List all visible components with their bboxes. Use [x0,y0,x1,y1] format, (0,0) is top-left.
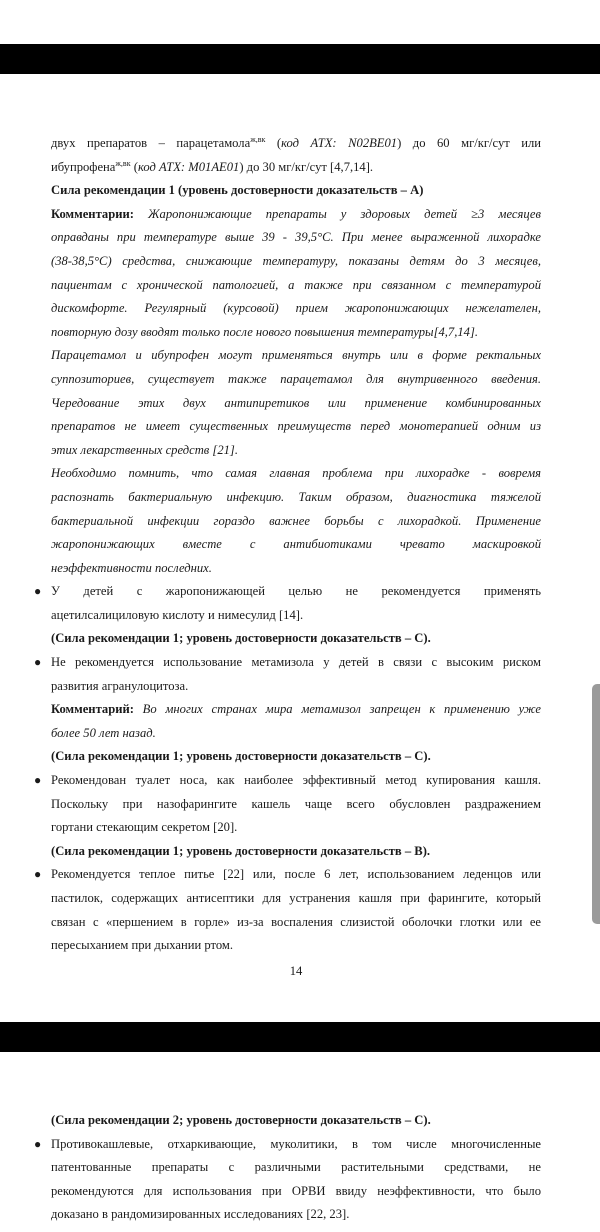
text-line: Рекомендуется теплое питье [22] или, после 6 лет, использованием леденцов или [51,867,541,882]
bullet-dot: ● [34,773,42,788]
text-line: Рекомендован туалет носа, как наиболее эффективный метод купирования кашля. [51,773,541,788]
recommendation-strength-5: (Сила рекомендации 2; уровень достоверности доказательств – С). [51,1113,431,1127]
text-fragment: ( [265,136,282,150]
text-line: повторную дозу вводят только после нового повышения температуры[4,7,14]. [51,324,479,339]
text-line: бактериальной инфекции гораздо важнее борьбы с лихорадкой. Применение [51,513,541,528]
text-line: Поскольку при назофарингите кашель чаще всего обусловлен раздражением [51,796,541,811]
document-page-15 [34,1109,541,1227]
page-separator [0,1022,600,1052]
text-line: гортани стекающим секретом [20]. [51,820,238,835]
comment-text: Во многих странах мира метамизол запрещен к применению уже [133,702,541,717]
text-line: связан с «першением в горле» из-за воспаления слизистой оболочки глотки или ее [51,914,541,929]
page-separator-top [0,44,600,74]
text-line: У детей с жаропонижающей целью не рекомендуется применять [51,584,541,599]
text-line: Парацетамол и ибупрофен могут применяться внутрь или в форме ректальных [51,348,541,363]
comment-label: Комментарий: [51,702,134,717]
intro-paragraph [51,132,541,179]
bacterial-infection-paragraph [51,462,541,580]
bullet-text [51,769,541,840]
bullet-item-metamizole [34,651,541,698]
text-line: этих лекарственных средств [21]. [51,442,238,457]
bullet-dot: ● [34,1136,42,1151]
scrollbar-handle[interactable] [592,684,600,924]
top-margin [0,0,600,44]
text-line: доказано в рандомизированных исследованиях [22, 23]. [51,1207,350,1222]
superscript: ж,вк [250,135,266,144]
text-line: развития агранулоцитоза. [51,678,189,693]
text-line: пациентам с хронической патологией, а также при связанном с температурой [51,277,541,292]
text-fragment: ибупрофена [51,159,116,174]
superscript: ж,вк [115,158,131,168]
comment-paragraph-1 [51,203,541,345]
text-line: Чередование этих двух антипиретиков или применение комбинированных [51,395,541,410]
comment-paragraph-2 [51,698,541,745]
recommendation-strength-1: Сила рекомендации 1 (уровень достоверности доказательств – А) [51,183,424,198]
text-line: Необходимо помнить, что самая главная проблема при лихорадке - вовремя [51,466,541,481]
text-fragment: ) до 60 мг/кг/сут или [397,136,542,150]
bullet-text [51,1133,541,1227]
text-fragment: ( [130,159,138,174]
text-line: дискомфорте. Регулярный (курсовой) прием жаропонижающих нежелателен, [51,301,541,316]
text-line: неэффективности последних. [51,560,212,575]
page-number: 14 [289,963,303,978]
document-page-14 [34,132,542,983]
paracetamol-ibuprofen-paragraph [51,344,541,462]
bullet-dot: ● [34,655,42,670]
text-fragment: код ATX: M01AE01 [137,159,240,174]
text-line: пастилок, содержащих антисептики для устранения кашля при фарингите, который [51,891,541,905]
text-fragment: ) до 30 мг/кг/сут [4,7,14]. [239,159,374,174]
recommendation-strength-3: (Сила рекомендации 1; уровень достоверности доказательств – С). [51,749,431,764]
text-line [51,156,541,180]
text-line: Противокашлевые, отхаркивающие, муколитики, в том числе многочисленные [51,1136,541,1151]
bullet-text [51,651,541,698]
bullet-dot: ● [34,867,42,882]
text-line: распознать бактериальную инфекцию. Таким образом, диагностика тяжелой [51,489,541,504]
bullet-item-aspirin [34,580,541,627]
bullet-item-nose-toilet [34,769,541,840]
text-line: жаропонижающих вместе с антибиотиками чревато маскировкой [51,537,541,552]
text-line: Не рекомендуется использование метамизола у детей в связи с высоким риском [51,655,541,670]
text-line: препаратов не имеет существенных преимуществ перед монотерапией одним из [51,419,541,434]
text-line [51,698,541,722]
text-line: ацетилсалициловую кислоту и нимесулид [14]. [51,607,304,622]
text-line: (38-38,5°С) средства, снижающие температуру, показаны детям до 3 месяцев, [51,253,541,268]
text-line: патентованные препараты с различными растительными средствами, не [51,1160,541,1175]
text-line: суппозиториев, существует также парацетамол для внутривенного введения. [51,371,541,386]
recommendation-strength-4: (Сила рекомендации 1; уровень достоверности доказательств – В). [51,843,431,858]
comment-label: Комментарии: [51,206,134,221]
text-line: пересыханием при дыхании ртом. [51,938,234,953]
recommendation-strength-2: (Сила рекомендации 1; уровень достоверности доказательств – С). [51,631,431,646]
text-fragment: двух препаратов – парацетамола [51,136,251,150]
bullet-dot: ● [34,584,42,599]
text-line [51,132,541,156]
text-line [51,203,541,227]
bullet-text [51,580,541,627]
text-fragment: код ATX: N02BE01 [281,136,398,150]
text-line: более 50 лет назад. [51,725,156,740]
bullet-text [51,863,541,957]
bullet-item-antitussives [34,1133,541,1227]
bullet-item-warm-drink [34,863,541,957]
text-line: рекомендуются для использования при ОРВИ ввиду неэффективности, что было [51,1183,541,1198]
text-line: оправданы при температуре выше 39 - 39,5°С. При менее выраженной лихорадке [51,230,541,245]
comment-text: Жаропонижающие препараты у здоровых детей ≥3 месяцев [133,206,541,221]
